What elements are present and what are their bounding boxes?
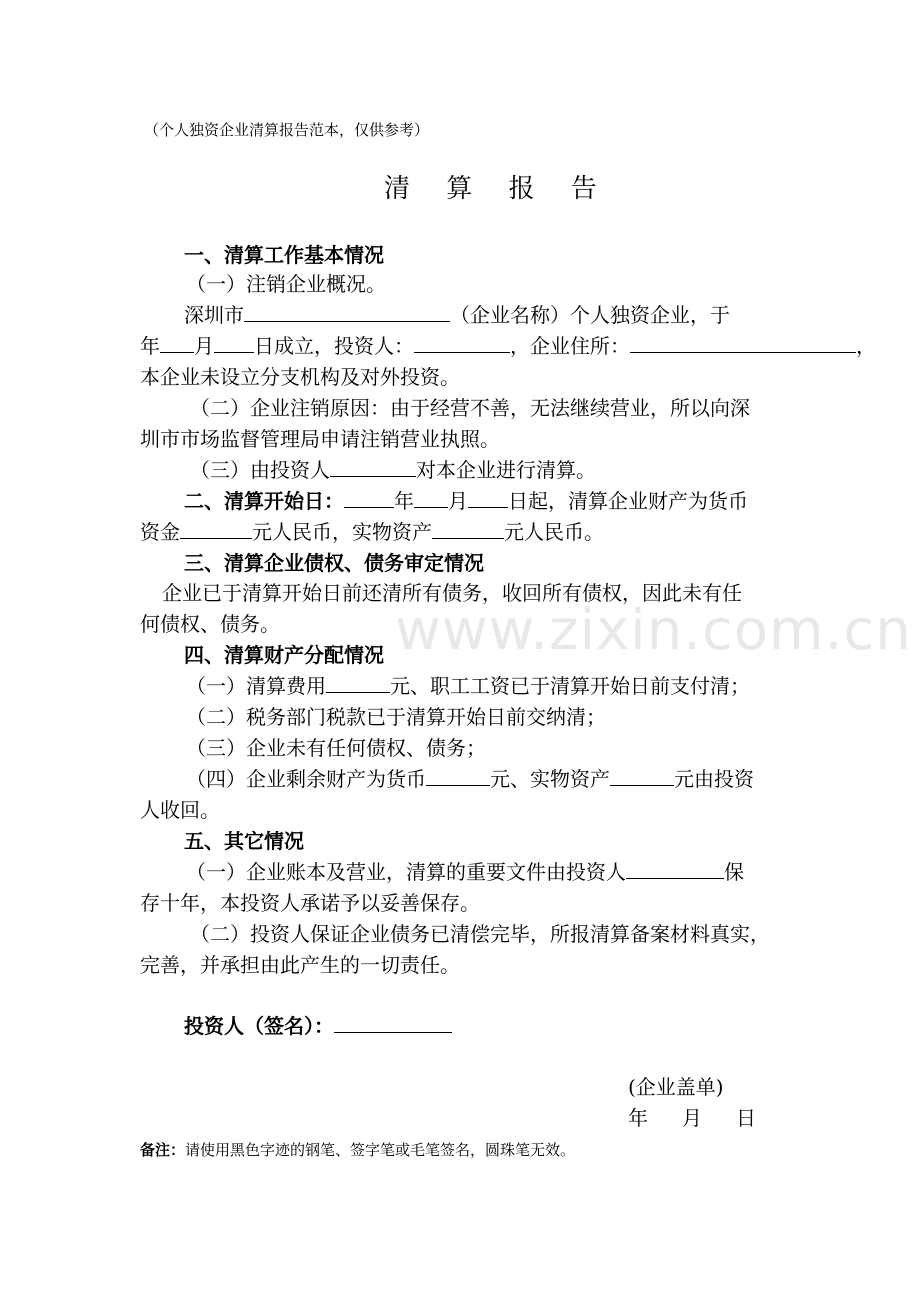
section-1-p6: 圳市市场监督管理局申请注销营业执照。 [140, 427, 500, 451]
section-1-p3 [140, 332, 876, 360]
section-5-p3: （二）投资人保证企业债务已清偿完毕，所报清算备案材料真实， [190, 922, 770, 946]
section-5-p4: 完善，并承担由此产生的一切责任。 [140, 953, 460, 977]
fee-blank[interactable] [326, 672, 390, 693]
section-4-p2: （二）税务部门税款已于清算开始日前交纳清； [186, 705, 606, 729]
city-label: 深圳市 [184, 303, 244, 327]
date-month-label: 月 [682, 1106, 702, 1130]
address-blank[interactable] [630, 332, 856, 353]
date-line [628, 1104, 756, 1132]
section-3-p2: 何债权、债务。 [140, 612, 280, 636]
start-year-blank[interactable] [344, 487, 394, 508]
section-4-p5: 人收回。 [140, 798, 220, 822]
signature-blank[interactable] [334, 1012, 452, 1033]
footnote [140, 1140, 575, 1160]
comma: ， [856, 334, 876, 358]
returned-label: 元由投资 [674, 767, 754, 791]
funds-blank[interactable] [180, 518, 252, 539]
section-4-p4 [186, 765, 754, 793]
section-1-p5: （二）企业注销原因：由于经营不善，无法继续营业，所以向深 [190, 396, 750, 420]
start-year-label: 年 [394, 489, 414, 513]
start-month-blank[interactable] [414, 487, 448, 508]
footnote-text: 请使用黑色字迹的钢笔、签字笔或毛笔签名，圆珠笔无效。 [185, 1141, 576, 1159]
fee-label: （一）清算费用 [186, 674, 326, 698]
year-label: 年 [140, 334, 160, 358]
start-day-blank[interactable] [468, 487, 508, 508]
start-day-label: 日起，清算企业财产为货币 [508, 489, 748, 513]
signature-line [184, 1012, 452, 1040]
company-name-blank[interactable] [244, 301, 450, 322]
signature-label: 投资人（签名）： [184, 1014, 334, 1038]
liquidator-label: （三）由投资人 [190, 458, 330, 482]
section-4-p1 [186, 672, 750, 700]
header-note: （个人独资企业清算报告范本，仅供参考） [144, 121, 430, 139]
section-1-p4: 本企业未设立分支机构及对外投资。 [140, 365, 460, 389]
liquidator-blank[interactable] [330, 456, 416, 477]
section-4-p3: （三）企业未有任何债权、债务； [186, 736, 486, 760]
start-month-label: 月 [448, 489, 468, 513]
section-5-p1 [186, 858, 744, 886]
rmb-label: 元人民币。 [504, 520, 604, 544]
company-name-label: （企业名称）个人独资企业，于 [450, 303, 730, 327]
assets-label: 元人民币，实物资产 [252, 520, 432, 544]
keep-label: 保 [724, 860, 744, 884]
section-5-p2: 存十年，本投资人承诺予以妥善保存。 [140, 891, 480, 915]
section-1-p2 [184, 301, 730, 329]
section-2-line2 [140, 518, 604, 546]
investor-blank[interactable] [414, 332, 510, 353]
section-2-line1 [184, 487, 748, 515]
date-day-label: 日 [736, 1106, 756, 1130]
wages-label: 元、职工工资已于清算开始日前支付清； [390, 674, 750, 698]
remaining-money-blank[interactable] [426, 765, 490, 786]
section-5-heading: 五、其它情况 [184, 829, 304, 853]
company-seal-label: (企业盖单) [628, 1075, 724, 1099]
founded-label: 日成立，投资人： [254, 334, 414, 358]
funds-label: 资金 [140, 520, 180, 544]
section-3-p1: 企业已于清算开始日前还清所有债务，收回所有债权，因此未有任 [162, 581, 742, 605]
section-1-heading: 一、清算工作基本情况 [184, 243, 384, 267]
section-4-heading: 四、清算财产分配情况 [184, 643, 384, 667]
page-title: 清 算 报 告 [384, 174, 611, 204]
section-1-p7 [190, 456, 596, 484]
remaining-assets-label: 元、实物资产 [490, 767, 610, 791]
watermark: www.zixin.com.cn [395, 598, 912, 663]
remaining-money-label: （四）企业剩余财产为货币 [186, 767, 426, 791]
address-label: ，企业住所： [510, 334, 630, 358]
section-1-p1: （一）注销企业概况。 [186, 272, 386, 296]
date-year-label: 年 [628, 1106, 648, 1130]
month-label: 月 [194, 334, 214, 358]
custodian-label: （一）企业账本及营业，清算的重要文件由投资人 [186, 860, 626, 884]
remaining-assets-blank[interactable] [610, 765, 674, 786]
custodian-blank[interactable] [626, 858, 724, 879]
year-blank[interactable] [160, 332, 194, 353]
assets-blank[interactable] [432, 518, 504, 539]
section-2-heading: 二、清算开始日： [184, 489, 344, 513]
section-3-heading: 三、清算企业债权、债务审定情况 [184, 551, 484, 575]
footnote-label: 备注： [140, 1141, 186, 1159]
liquidation-label: 对本企业进行清算。 [416, 458, 596, 482]
month-blank[interactable] [214, 332, 254, 353]
